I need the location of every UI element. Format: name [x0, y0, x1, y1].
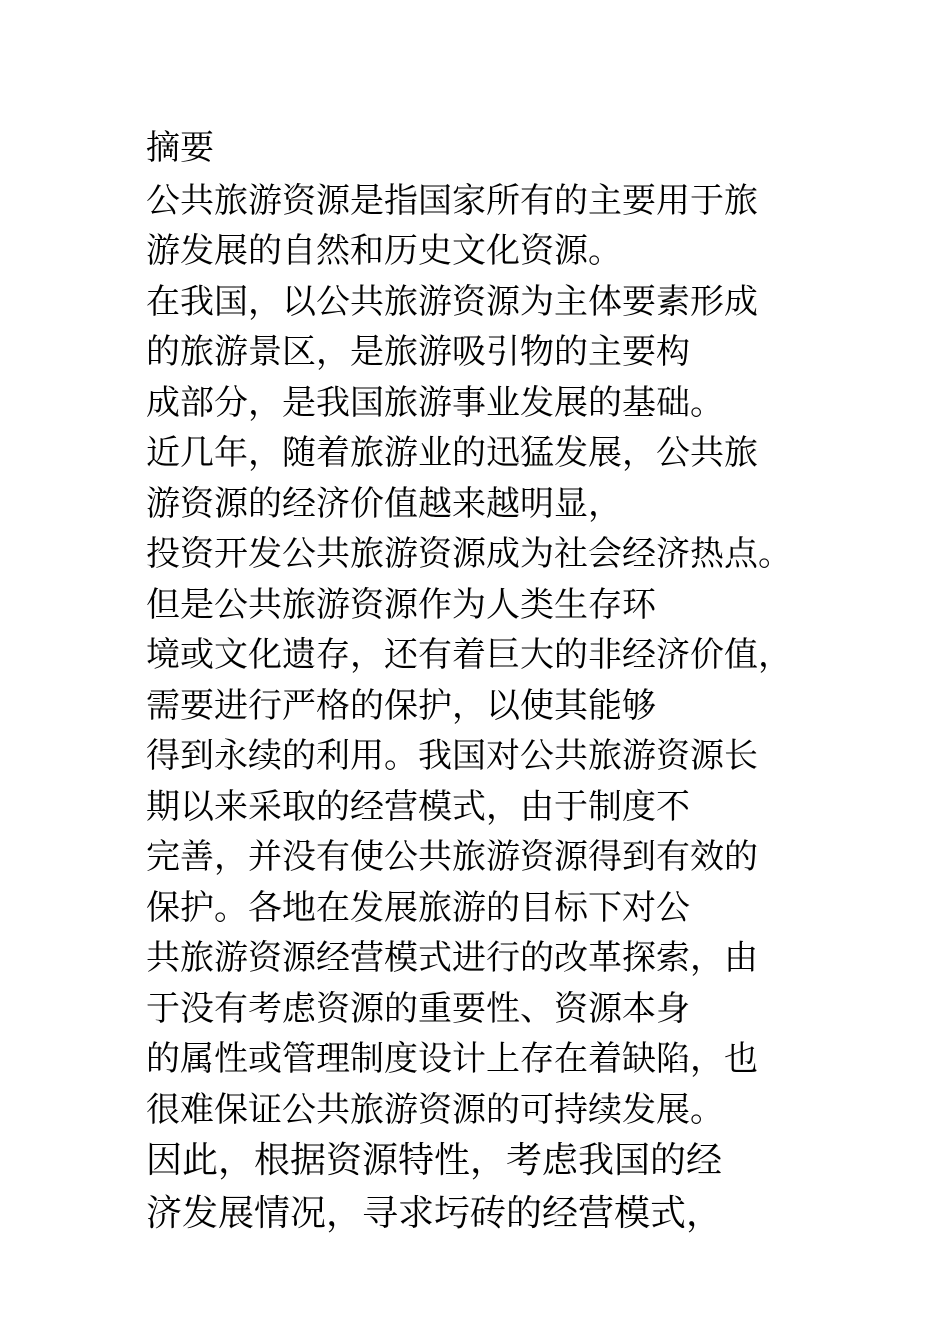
text-line-17: 于没有考虑资源的重要性、资源本身 — [146, 989, 690, 1029]
text-line-14: 完善，并没有使公共旅游资源得到有效的 — [146, 837, 758, 877]
text-line-2: 游发展的自然和历史文化资源。 — [146, 231, 622, 271]
text-line-1: 公共旅游资源是指国家所有的主要用于旅 — [146, 181, 758, 221]
text-line-4: 的旅游景区，是旅游吸引物的主要构 — [146, 332, 690, 372]
text-line-3: 在我国，以公共旅游资源为主体要素形成 — [146, 282, 758, 322]
text-line-15: 保护。各地在发展旅游的目标下对公 — [146, 888, 690, 928]
text-line-6: 近几年，随着旅游业的迅猛发展，公共旅 — [146, 433, 758, 473]
abstract-title: 摘要 — [146, 128, 214, 168]
text-line-19: 很难保证公共旅游资源的可持续发展。 — [146, 1090, 724, 1130]
text-line-21: 济发展情况，寻求圬砖的经营模式， — [146, 1193, 723, 1234]
text-line-5: 成部分，是我国旅游事业发展的基础。 — [146, 383, 724, 423]
text-line-18: 的属性或管理制度设计上存在着缺陷，也 — [146, 1039, 758, 1079]
text-line-20: 因此，根据资源特性，考虑我国的经 — [146, 1140, 723, 1181]
text-line-16: 共旅游资源经营模式进行的改革探索，由 — [146, 938, 758, 978]
text-line-10: 境或文化遗存，还有着巨大的非经济价值， — [146, 635, 792, 675]
text-line-13: 期以来采取的经营模式，由于制度不 — [146, 787, 690, 827]
text-line-7: 游资源的经济价值越来越明显， — [146, 484, 622, 524]
text-line-11: 需要进行严格的保护，以使其能够 — [146, 686, 656, 726]
text-line-9: 但是公共旅游资源作为人类生存环 — [146, 585, 656, 625]
text-line-8: 投资开发公共旅游资源成为社会经济热点。 — [146, 534, 792, 574]
text-line-12: 得到永续的利用。我国对公共旅游资源长 — [146, 736, 758, 776]
